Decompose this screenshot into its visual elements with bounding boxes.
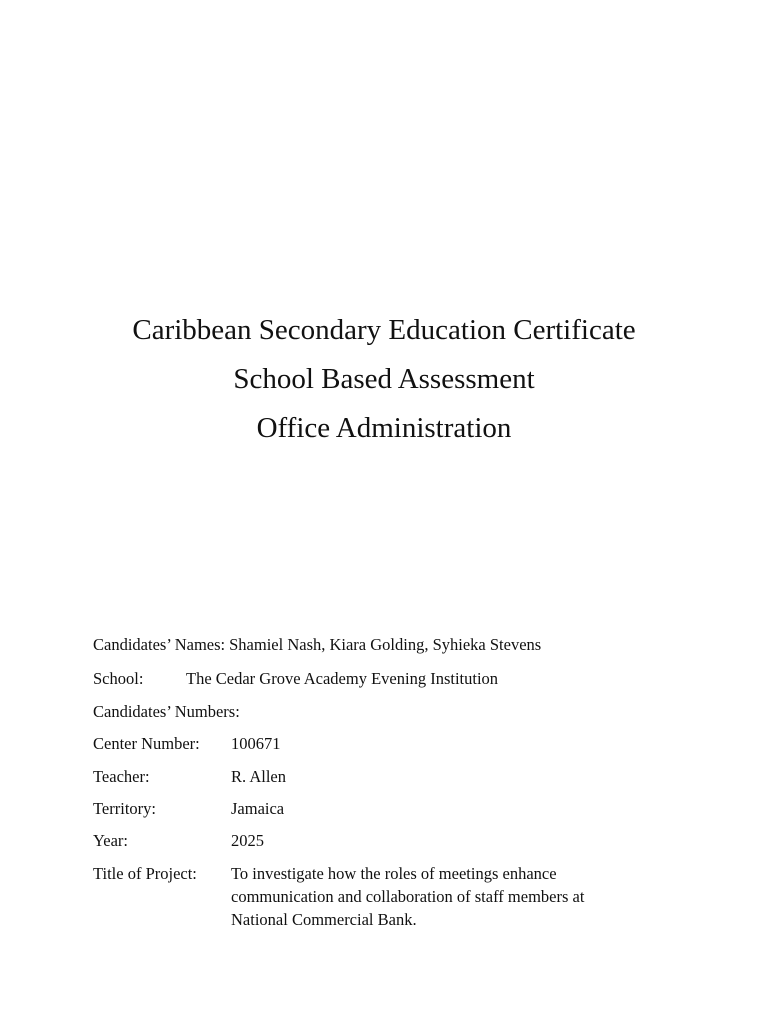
candidates-names-value: Shamiel Nash, Kiara Golding, Syhieka Stevens	[229, 635, 542, 654]
teacher-value: R. Allen	[231, 767, 287, 786]
project-title-label: Title of Project:	[93, 864, 197, 883]
title-line-1: Caribbean Secondary Education Certificate	[132, 314, 636, 346]
school-label: School:	[93, 669, 144, 688]
project-title-value	[231, 862, 631, 931]
territory-label: Territory:	[93, 799, 156, 818]
title-line-3: Office Administration	[256, 412, 512, 444]
year-label: Year:	[93, 831, 128, 850]
project-title-line-3: National Commercial Bank.	[231, 910, 417, 929]
candidates-numbers-row	[93, 700, 240, 723]
candidates-numbers-label: Candidates’ Numbers:	[93, 702, 240, 721]
candidates-names-label: Candidates’ Names:	[93, 635, 226, 654]
project-title-line-1: To investigate how the roles of meetings enhance	[231, 864, 557, 883]
school-value: The Cedar Grove Academy Evening Institution	[186, 669, 499, 688]
center-number-label: Center Number:	[93, 734, 200, 753]
center-number-value: 100671	[231, 734, 281, 753]
territory-value: Jamaica	[231, 799, 285, 818]
year-value: 2025	[231, 831, 264, 850]
teacher-label: Teacher:	[93, 767, 150, 786]
project-title-line-2: communication and collaboration of staff members at	[231, 887, 585, 906]
candidates-names-row	[93, 633, 541, 656]
title-line-2: School Based Assessment	[233, 363, 535, 395]
cover-title	[0, 306, 768, 453]
